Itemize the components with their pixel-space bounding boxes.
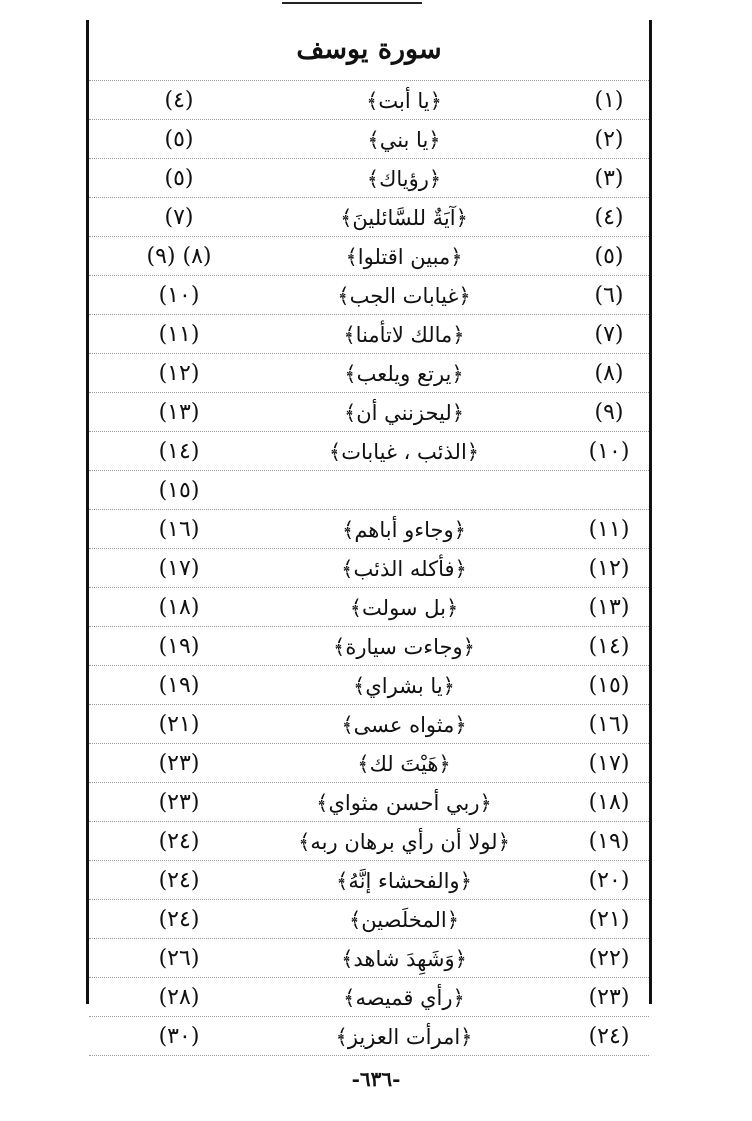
page-reference: (١٩) <box>158 634 200 659</box>
page-reference: (٥) <box>164 127 194 152</box>
table-row <box>89 977 649 1016</box>
quranic-word: ﴿مثواه عسى﴾ <box>341 713 467 737</box>
table-row <box>89 314 649 353</box>
page-reference: (١٢) <box>158 361 200 386</box>
page-reference: (١٠) <box>158 283 200 308</box>
quranic-word: ﴿وجاءو أباهم﴾ <box>342 518 466 542</box>
entry-number: (٢٢) <box>588 946 630 971</box>
entry-number: (١٦) <box>588 712 630 737</box>
quranic-word: ﴿فأكله الذئب﴾ <box>341 557 467 581</box>
entry-number: (١٠) <box>588 439 630 464</box>
page-reference: (١٨) <box>158 595 200 620</box>
page-reference: (١٧) <box>158 556 200 581</box>
table-row <box>89 80 649 119</box>
entry-number: (١٢) <box>588 556 630 581</box>
page-reference: (٥) <box>164 166 194 191</box>
page-reference: (١٥) <box>158 478 200 503</box>
table-row <box>89 704 649 743</box>
page-reference: (٢٣) <box>158 751 200 776</box>
page-reference: (١٤) <box>158 439 200 464</box>
quranic-word: ﴿آيَةٌ للسَّائلينَ﴾ <box>340 206 468 230</box>
quranic-word: ﴿وجاءت سيارة﴾ <box>333 635 475 659</box>
table-row <box>89 236 649 275</box>
entry-number <box>569 471 649 509</box>
entry-number: (٢٠) <box>588 868 630 893</box>
entry-number: (١٥) <box>588 673 630 698</box>
table-row <box>89 626 649 665</box>
page-reference: (٢١) <box>158 712 200 737</box>
quranic-word: ﴿وَشَهِدَ شاهد﴾ <box>341 947 467 971</box>
entry-number: (٢) <box>594 127 624 152</box>
page-number: -٦٣٦- <box>351 1067 401 1091</box>
entry-number: (٧) <box>594 322 624 347</box>
page-reference: (٣٠) <box>158 1024 200 1049</box>
table-row <box>89 665 649 704</box>
quranic-word: ﴿امرأت العزيز﴾ <box>335 1025 473 1049</box>
table-row <box>89 548 649 587</box>
table-row <box>89 197 649 236</box>
page-reference: (١٦) <box>158 517 200 542</box>
quranic-word: ﴿يا بشراي﴾ <box>353 674 455 698</box>
quranic-word: ﴿يرتع ويلعب﴾ <box>344 362 464 386</box>
entry-number: (٢٣) <box>588 985 630 1010</box>
quranic-word: ﴿ليحزنني أن﴾ <box>343 401 465 425</box>
table-row <box>89 1016 649 1056</box>
page-reference: (٢٤) <box>158 868 200 893</box>
entry-number: (٢١) <box>588 907 630 932</box>
entry-number: (١٩) <box>588 829 630 854</box>
page-reference: (١١) <box>158 322 200 347</box>
table-row <box>89 392 649 431</box>
quranic-word: ﴿غيابات الجب﴾ <box>337 284 471 308</box>
table-row <box>89 587 649 626</box>
top-rule <box>282 2 422 4</box>
table-row <box>89 119 649 158</box>
quranic-word: ﴿الذئب ، غيابات﴾ <box>328 440 480 464</box>
entry-number: (١٧) <box>588 751 630 776</box>
quranic-word: ﴿والفحشاء إنَّهُ﴾ <box>336 869 472 893</box>
quranic-word: ﴿المخلَصين﴾ <box>348 908 460 932</box>
table-row <box>89 938 649 977</box>
entry-number: (١٣) <box>588 595 630 620</box>
page-reference: (٧) <box>164 205 194 230</box>
surah-title: سورة يوسف <box>296 34 442 65</box>
entry-number: (٨) <box>594 361 624 386</box>
entry-number: (١٤) <box>588 634 630 659</box>
entry-number: (١١) <box>588 517 630 542</box>
quranic-word: ﴿ربي أحسن مثواي﴾ <box>316 791 492 815</box>
table-row <box>89 353 649 392</box>
table-row <box>89 470 649 509</box>
quranic-word: ﴿يا بني﴾ <box>367 128 441 152</box>
page-reference: (٢٣) <box>158 790 200 815</box>
table-row <box>89 158 649 197</box>
index-table <box>89 80 649 1056</box>
page-reference: (١٩) <box>158 673 200 698</box>
quranic-word: ﴿يا أبت﴾ <box>366 89 442 113</box>
quranic-word: ﴿لولا أن رأي برهان ربه﴾ <box>298 830 510 854</box>
quranic-word: ﴿رأي قميصه﴾ <box>343 986 465 1010</box>
quranic-word: ﴿مبين اقتلوا﴾ <box>345 245 463 269</box>
page-reference: (٢٤) <box>158 829 200 854</box>
table-row <box>89 821 649 860</box>
page-reference: (٢٤) <box>158 907 200 932</box>
table-row <box>89 509 649 548</box>
page-reference: (٢٨) <box>158 985 200 1010</box>
entry-number: (٣) <box>594 166 624 191</box>
quranic-word: ﴿رؤياك﴾ <box>366 167 442 191</box>
table-row <box>89 860 649 899</box>
entry-number: (٤) <box>594 205 624 230</box>
entry-number: (٥) <box>594 244 624 269</box>
table-row <box>89 431 649 470</box>
entry-number: (٢٤) <box>588 1024 630 1049</box>
table-row <box>89 782 649 821</box>
page-reference: (٤) <box>164 88 194 113</box>
page-reference: (٨) (٩) <box>146 244 212 269</box>
entry-number: (١) <box>594 88 624 113</box>
entry-number: (١٨) <box>588 790 630 815</box>
table-row <box>89 275 649 314</box>
quranic-word: ﴿مالك لاتأمنا﴾ <box>343 323 465 347</box>
page-reference: (٢٦) <box>158 946 200 971</box>
quranic-word <box>239 471 569 509</box>
quranic-word: ﴿بل سولت﴾ <box>349 596 459 620</box>
table-frame <box>86 20 652 1049</box>
page-reference: (١٣) <box>158 400 200 425</box>
quranic-word: ﴿هَيْتَ لك﴾ <box>357 752 451 776</box>
table-row <box>89 743 649 782</box>
table-row <box>89 899 649 938</box>
entry-number: (٩) <box>594 400 624 425</box>
entry-number: (٦) <box>594 283 624 308</box>
